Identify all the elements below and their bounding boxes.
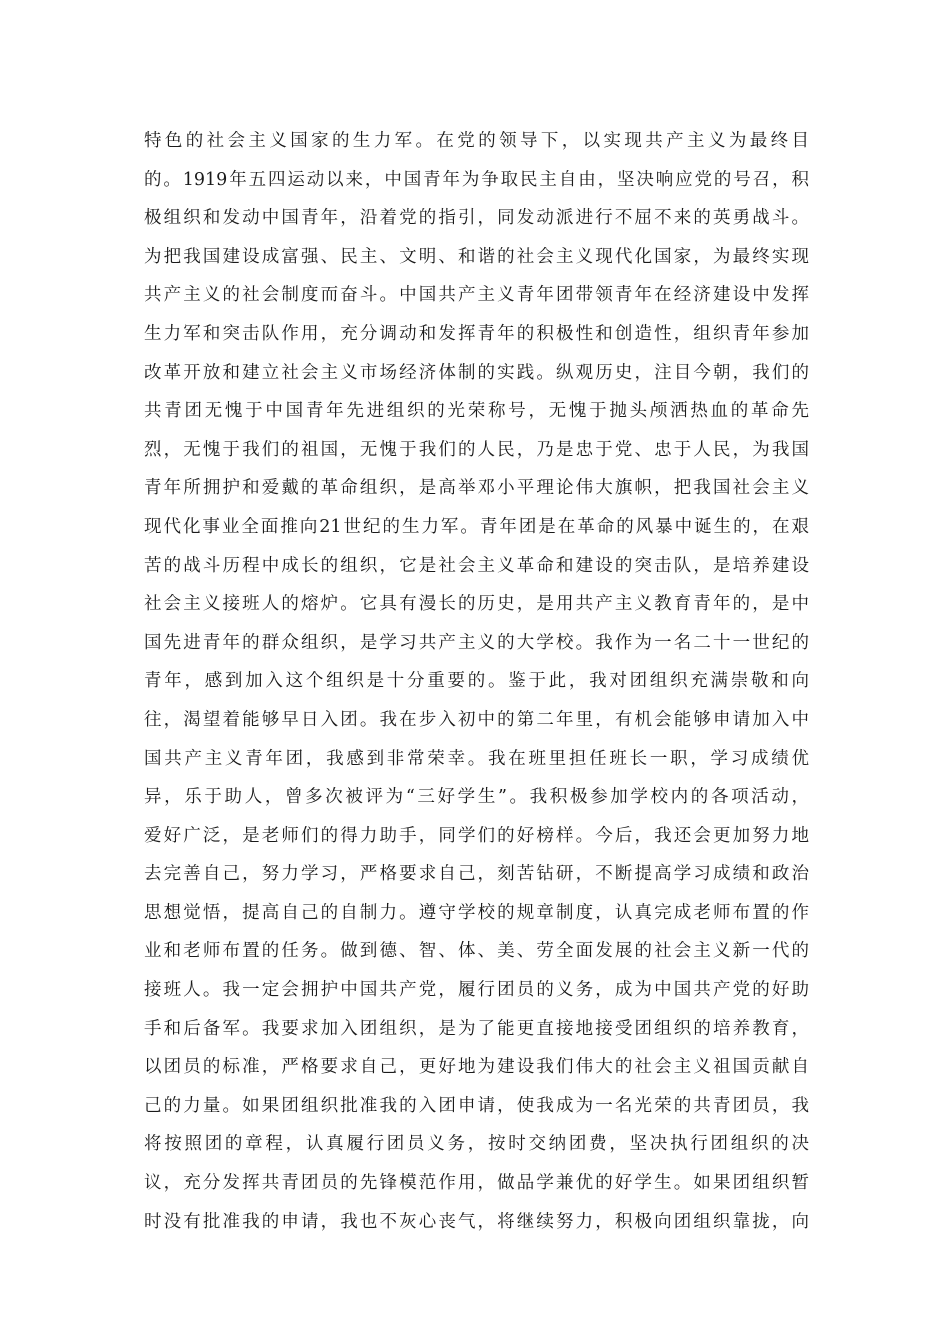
text-line: 思想觉悟，提高自己的自制力。遵守学校的规章制度，认真完成老师布置的作 — [144, 902, 809, 923]
text-line: 时没有批准我的申请，我也不灰心丧气，将继续努力，积极向团组织靠拢，向 — [144, 1211, 809, 1232]
text-line: 青年所拥护和爱戴的革命组织，是高举邓小平理论伟大旗帜，把我国社会主义 — [144, 478, 809, 499]
text-line: 青年，感到加入这个组织是十分重要的。鉴于此，我对团组织充满崇敬和向 — [144, 671, 809, 692]
text-line: 生力军和突击队作用，充分调动和发挥青年的积极性和创造性，组织青年参加 — [144, 323, 809, 344]
text-line: 改革开放和建立社会主义市场经济体制的实践。纵观历史，注目今朝，我们的 — [144, 362, 809, 383]
text-line: 为把我国建设成富强、民主、文明、和谐的社会主义现代化国家，为最终实现 — [144, 246, 809, 267]
text-line: 特色的社会主义国家的生力军。在党的领导下，以实现共产主义为最终目 — [144, 131, 809, 151]
text-line: 苦的战斗历程中成长的组织，它是社会主义革命和建设的突击队，是培养建设 — [144, 555, 809, 576]
text-line: 去完善自己，努力学习，严格要求自己，刻苦钻研，不断提高学习成绩和政治 — [144, 864, 809, 885]
body-text — [144, 122, 809, 1241]
text-line: 己的力量。如果团组织批准我的入团申请，使我成为一名光荣的共青团员，我 — [144, 1095, 809, 1116]
text-line: 议，充分发挥共青团员的先锋模范作用，做品学兼优的好学生。如果团组织暂 — [144, 1173, 809, 1194]
text-line: 往，渴望着能够早日入团。我在步入初中的第二年里，有机会能够申请加入中 — [144, 709, 809, 730]
text-line: 烈，无愧于我们的祖国，无愧于我们的人民，乃是忠于党、忠于人民，为我国 — [144, 439, 809, 460]
text-line: 社会主义接班人的熔炉。它具有漫长的历史，是用共产主义教育青年的，是中 — [144, 594, 809, 615]
text-line: 手和后备军。我要求加入团组织，是为了能更直接地接受团组织的培养教育， — [144, 1018, 809, 1039]
text-line: 接班人。我一定会拥护中国共产党，履行团员的义务，成为中国共产党的好助 — [144, 980, 809, 1001]
text-line: 异，乐于助人，曾多次被评为“三好学生”。我积极参加学校内的各项活动， — [144, 787, 809, 808]
text-line: 现代化事业全面推向21世纪的生力军。青年团是在革命的风暴中诞生的，在艰 — [144, 516, 809, 537]
text-line: 以团员的标准，严格要求自己，更好地为建设我们伟大的社会主义祖国贡献自 — [144, 1057, 809, 1078]
text-line: 共青团无愧于中国青年先进组织的光荣称号，无愧于抛头颅洒热血的革命先 — [144, 401, 809, 422]
text-line: 极组织和发动中国青年，沿着党的指引，同发动派进行不屈不来的英勇战斗。 — [144, 208, 809, 229]
text-line: 共产主义的社会制度而奋斗。中国共产主义青年团带领青年在经济建设中发挥 — [144, 285, 809, 306]
text-line: 爱好广泛，是老师们的得力助手，同学们的好榜样。今后，我还会更加努力地 — [144, 825, 809, 846]
text-line: 的。1919年五四运动以来，中国青年为争取民主自由，坚决响应党的号召，积 — [144, 169, 809, 190]
text-line: 国先进青年的群众组织，是学习共产主义的大学校。我作为一名二十一世纪的 — [144, 632, 809, 653]
text-line: 业和老师布置的任务。做到德、智、体、美、劳全面发展的社会主义新一代的 — [144, 941, 809, 962]
text-line: 国共产主义青年团，我感到非常荣幸。我在班里担任班长一职，学习成绩优 — [144, 748, 809, 769]
text-line: 将按照团的章程，认真履行团员义务，按时交纳团费，坚决执行团组织的决 — [144, 1134, 809, 1155]
